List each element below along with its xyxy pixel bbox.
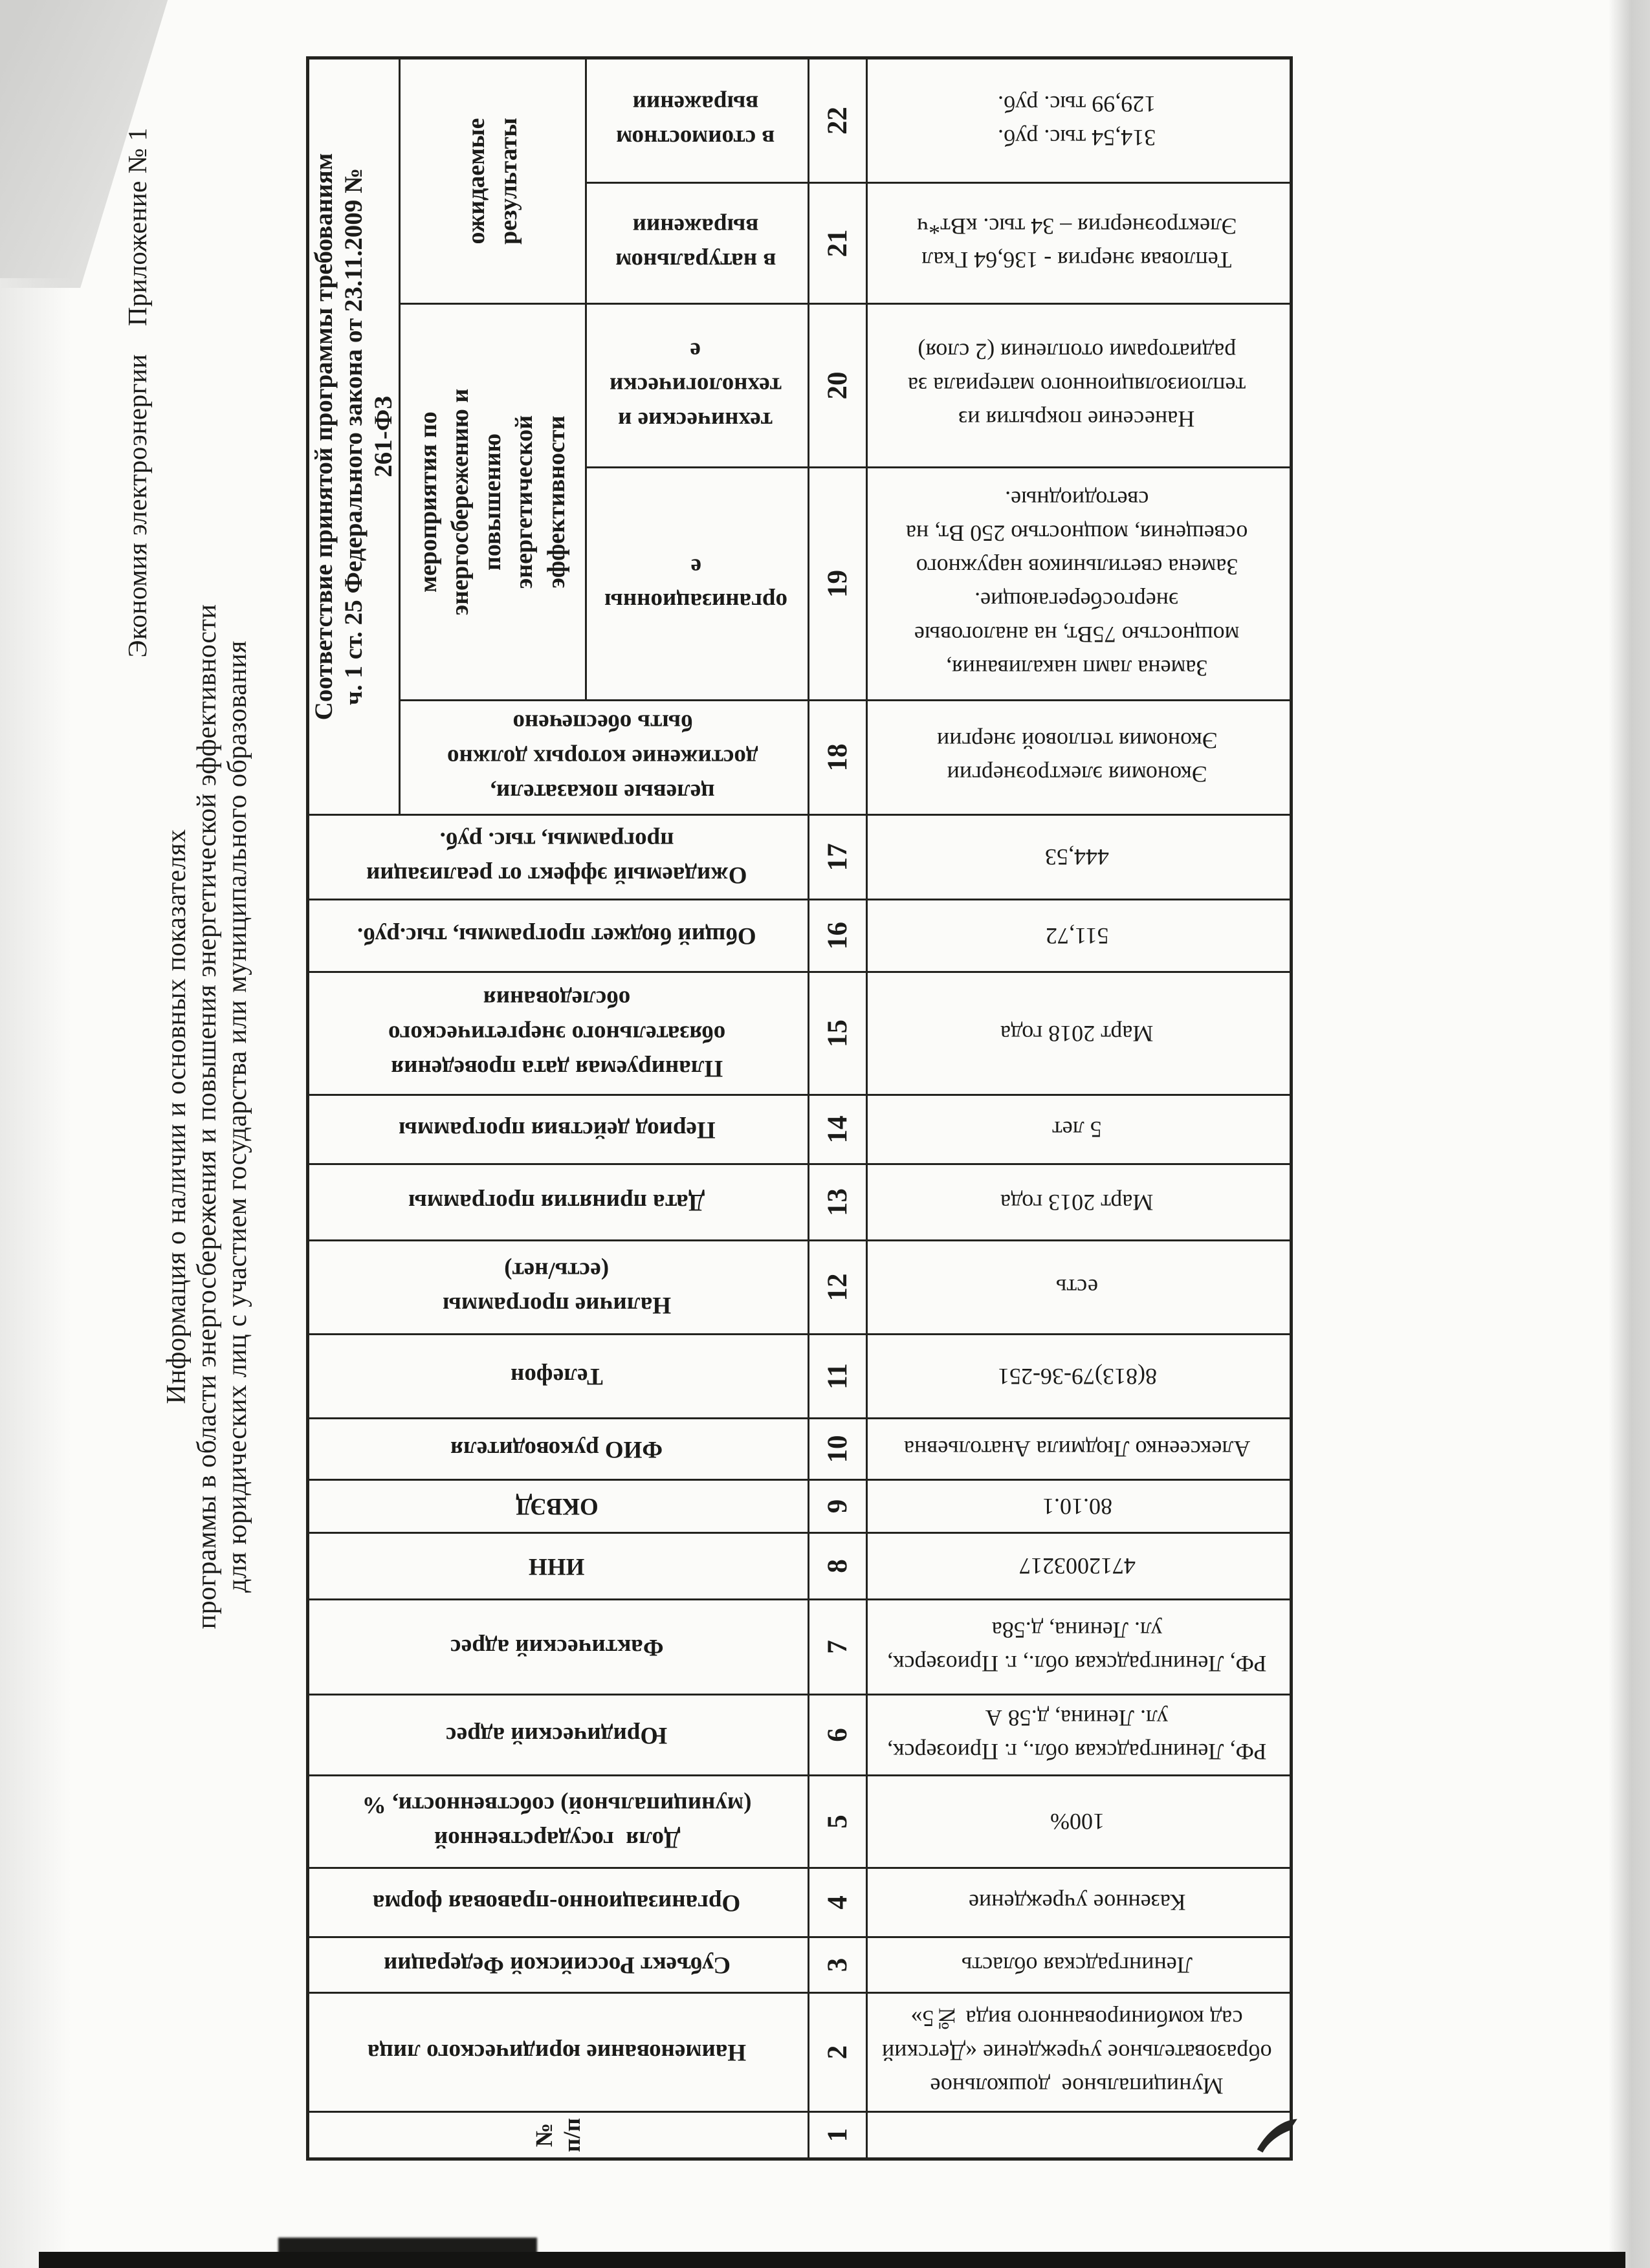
col-22-value: 314,54 тыс. руб. 129,99 тыс. руб. [998, 91, 1156, 151]
col-15-header-label: Планируемая дата проведения обязательного энергетического обследования [388, 985, 726, 1082]
col-12-number-cell [809, 1241, 867, 1335]
col-2-number: 2 [822, 2045, 853, 2060]
col-14-value: 5 лет [1052, 1117, 1102, 1143]
col-17-header-label: Ожидаемый эффект от реализации программы, тыс. руб. [366, 827, 747, 888]
col-10-header-cell [308, 1419, 809, 1480]
col-5-header-cell [308, 1776, 809, 1868]
col-5-number: 5 [822, 1815, 853, 1829]
col-11-number: 11 [822, 1363, 853, 1390]
col-20-number-cell [809, 304, 867, 468]
col-1-number: 1 [822, 2128, 853, 2143]
scan-left-edge-shadow [0, 278, 71, 2268]
col-10-value-cell [867, 1419, 1292, 1480]
measures-group-header-cell [400, 304, 586, 701]
col-8-number-cell [809, 1533, 867, 1600]
col-9-number-cell [809, 1480, 867, 1533]
col-10-number: 10 [822, 1435, 853, 1463]
col-11-header-cell [308, 1335, 809, 1419]
col-16-header-label: Общий бюджет программы, тыс.руб. [357, 922, 756, 950]
col-15-number: 15 [822, 1020, 853, 1047]
col-13-header-label: Дата принятия программы [408, 1189, 705, 1216]
document-title [162, 0, 253, 2251]
col-11-number-cell [809, 1335, 867, 1419]
col-13-value-cell [867, 1164, 1292, 1241]
info-table [306, 56, 1293, 2161]
col-21-header-label: в натуральном выражении [615, 213, 776, 274]
col-4-value: Казенное учреждение [968, 1890, 1186, 1916]
col-20-number: 20 [822, 371, 853, 400]
expected-results-group-header-cell [400, 58, 586, 303]
pen-mark [1250, 2113, 1305, 2157]
col-17-header-cell [308, 815, 809, 900]
col-16-number: 16 [822, 922, 853, 950]
col-19-value: Замена ламп накаливания, мощностью 75Вт, на аналоговые энергосберегающие. Замена светильников наружного освещения, мощностью 250 Вт, на светодиодные. [906, 486, 1248, 682]
col-22-number: 22 [822, 106, 853, 135]
col-13-number: 13 [822, 1188, 853, 1216]
col-3-header-label: Субъект Российской Федерации [383, 1952, 731, 1979]
col-1-header-label: № п/п [531, 2118, 586, 2152]
col-11-header-label: Телефон [511, 1363, 603, 1390]
col-8-header-cell [308, 1533, 809, 1600]
col-3-number: 3 [822, 1957, 853, 1972]
col-20-value-cell [867, 304, 1292, 468]
col-11-value-cell [867, 1335, 1292, 1419]
col-4-number-cell [809, 1868, 867, 1937]
col-1-header-cell [308, 2112, 809, 2159]
document-title-line-3: для юридических лиц с участием государства или муниципального образования [223, 640, 252, 1593]
col-15-header-cell [308, 972, 809, 1095]
col-14-number-cell [809, 1095, 867, 1164]
col-6-value-cell [867, 1695, 1292, 1776]
col-2-value-cell [867, 1993, 1292, 2112]
col-1-number-cell [809, 2112, 867, 2159]
col-4-header-cell [308, 1868, 809, 1937]
col-18-header-cell [400, 701, 809, 815]
col-13-value: Март 2013 года [1000, 1189, 1154, 1216]
col-17-value: 444,53 [1045, 844, 1110, 871]
col-14-value-cell [867, 1095, 1292, 1164]
col-16-value: 511,72 [1045, 922, 1109, 949]
col-2-header-label: Наименование юридического лица [367, 2039, 747, 2066]
col-12-value: есть [1056, 1274, 1099, 1301]
col-20-value: Нанесение покрытия из теплоизоляционного материала за радиаторами отопления (2 слоя) [908, 338, 1246, 433]
col-7-value: РФ, Ленинградская обл., г. Приозерск, ул. Ленина, д.58а [887, 1617, 1267, 1677]
col-16-number-cell [809, 900, 867, 972]
col-21-value-cell [867, 183, 1292, 304]
document-title-line-1: Информация о наличии и основных показателях [162, 829, 192, 1404]
col-6-number-cell [809, 1695, 867, 1776]
col-19-header-cell [586, 468, 809, 701]
col-20-header-cell [586, 304, 809, 468]
col-9-header-cell [308, 1480, 809, 1533]
col-6-header-label: Юридический адрес [446, 1721, 668, 1749]
col-22-header-cell [586, 58, 809, 182]
col-12-header-cell [308, 1241, 809, 1335]
scan-right-edge-shadow [1609, 0, 1650, 2268]
appendix-note: Экономия электроэнергии Приложение № 1 [122, 127, 152, 658]
col-15-value: Март 2018 года [1000, 1020, 1154, 1047]
col-15-value-cell [867, 972, 1292, 1095]
col-18-value-cell [867, 701, 1292, 815]
col-14-header-cell [308, 1095, 809, 1164]
col-19-header-label: организационны е [604, 553, 787, 615]
col-18-value: Экономия электроэнергии Экономия тепловой энергии [936, 728, 1218, 788]
col-4-value-cell [867, 1868, 1292, 1937]
col-9-value: 80.10.1 [1042, 1493, 1112, 1520]
col-19-number: 19 [822, 570, 853, 598]
col-4-header-label: Организационно-правовая форма [373, 1889, 741, 1916]
col-11-value: 8(813)79-36-251 [997, 1363, 1157, 1390]
col-2-number-cell [809, 1993, 867, 2112]
col-22-number-cell [809, 58, 867, 182]
col-19-number-cell [809, 468, 867, 701]
scanner-bed-bar [39, 2252, 1625, 2268]
col-14-header-label: Период действия программы [398, 1116, 716, 1143]
col-2-value: Муниципальное дошкольное образовательное учреждение «Детский сад комбинированного вида №5» [882, 2005, 1272, 2099]
col-10-value: Алексеенко Людмила Анатольевна [903, 1436, 1251, 1463]
col-7-value-cell [867, 1600, 1292, 1695]
col-5-value-cell [867, 1776, 1292, 1868]
col-3-value: Ленинградская область [962, 1952, 1193, 1978]
col-7-number: 7 [822, 1640, 853, 1654]
col-8-value-cell [867, 1533, 1292, 1600]
col-5-value: 100% [1050, 1809, 1105, 1835]
col-15-number-cell [809, 972, 867, 1095]
col-22-header-label: в стоимостном выражении [616, 90, 775, 152]
col-22-value-cell [867, 58, 1292, 182]
col-7-number-cell [809, 1600, 867, 1695]
col-18-header-label: целевые показатели, достижение которых должно быть обеспечено [446, 710, 758, 806]
col-17-number: 17 [822, 843, 853, 871]
col-12-number: 12 [822, 1273, 853, 1302]
col-12-value-cell [867, 1241, 1292, 1335]
col-5-header-label: Доля государственной (муниципальной) собственности, % [362, 1791, 752, 1853]
col-8-number: 8 [822, 1559, 853, 1573]
expected-results-group-header-label: ожидаемые результаты [463, 117, 522, 245]
col-9-header-label: ОКВЭД [515, 1493, 599, 1520]
col-7-header-label: Фактический адрес [450, 1633, 664, 1661]
col-7-header-cell [308, 1600, 809, 1695]
col-12-header-label: Наличие программы (есть/нет) [442, 1257, 672, 1318]
col-6-number: 6 [822, 1728, 853, 1742]
col-16-value-cell [867, 900, 1292, 972]
col-3-value-cell [867, 1937, 1292, 1993]
col-1-value-cell [867, 2112, 1292, 2159]
col-18-number-cell [809, 701, 867, 815]
col-3-number-cell [809, 1937, 867, 1993]
col-21-number: 21 [822, 229, 853, 257]
col-21-value: Тепловая энергия - 136,64 Гкал Электроэнергия – 34 тыс. кВт*ч [917, 213, 1237, 274]
col-6-value: РФ, Ленинградская обл., г. Приозерск, ул. Ленина, д.58 А [887, 1705, 1267, 1765]
col-19-value-cell [867, 468, 1292, 701]
col-4-number: 4 [822, 1895, 853, 1910]
col-14-number: 14 [822, 1115, 853, 1144]
col-18-number: 18 [822, 743, 853, 772]
col-20-header-label: технические и технологически е [610, 338, 782, 434]
measures-group-header-label: мероприятия по энергосбережению и повышению энергетической эффективности [415, 388, 570, 616]
col-3-header-cell [308, 1937, 809, 1993]
col-13-header-cell [308, 1164, 809, 1241]
col-5-number-cell [809, 1776, 867, 1868]
compliance-group-header-cell [308, 58, 400, 814]
col-10-number-cell [809, 1419, 867, 1480]
col-21-header-cell [586, 183, 809, 304]
col-8-value: 4712003217 [1018, 1553, 1136, 1580]
col-16-header-cell [308, 900, 809, 972]
col-6-header-cell [308, 1695, 809, 1776]
col-17-number-cell [809, 815, 867, 900]
col-17-value-cell [867, 815, 1292, 900]
compliance-group-header-label: Соответствие принятой программы требованиям ч. 1 ст. 25 Федерального закона от 23.11.2009 № 261-ФЗ [310, 153, 398, 721]
col-9-value-cell [867, 1480, 1292, 1533]
document-title-line-2: программы в области энергосбережения и повышения энергетической эффективности [192, 604, 222, 1630]
col-8-header-label: ИНН [529, 1553, 585, 1580]
col-13-number-cell [809, 1164, 867, 1241]
col-9-number: 9 [822, 1499, 853, 1514]
col-2-header-cell [308, 1993, 809, 2112]
col-21-number-cell [809, 183, 867, 304]
col-10-header-label: ФИО руководителя [450, 1435, 663, 1463]
